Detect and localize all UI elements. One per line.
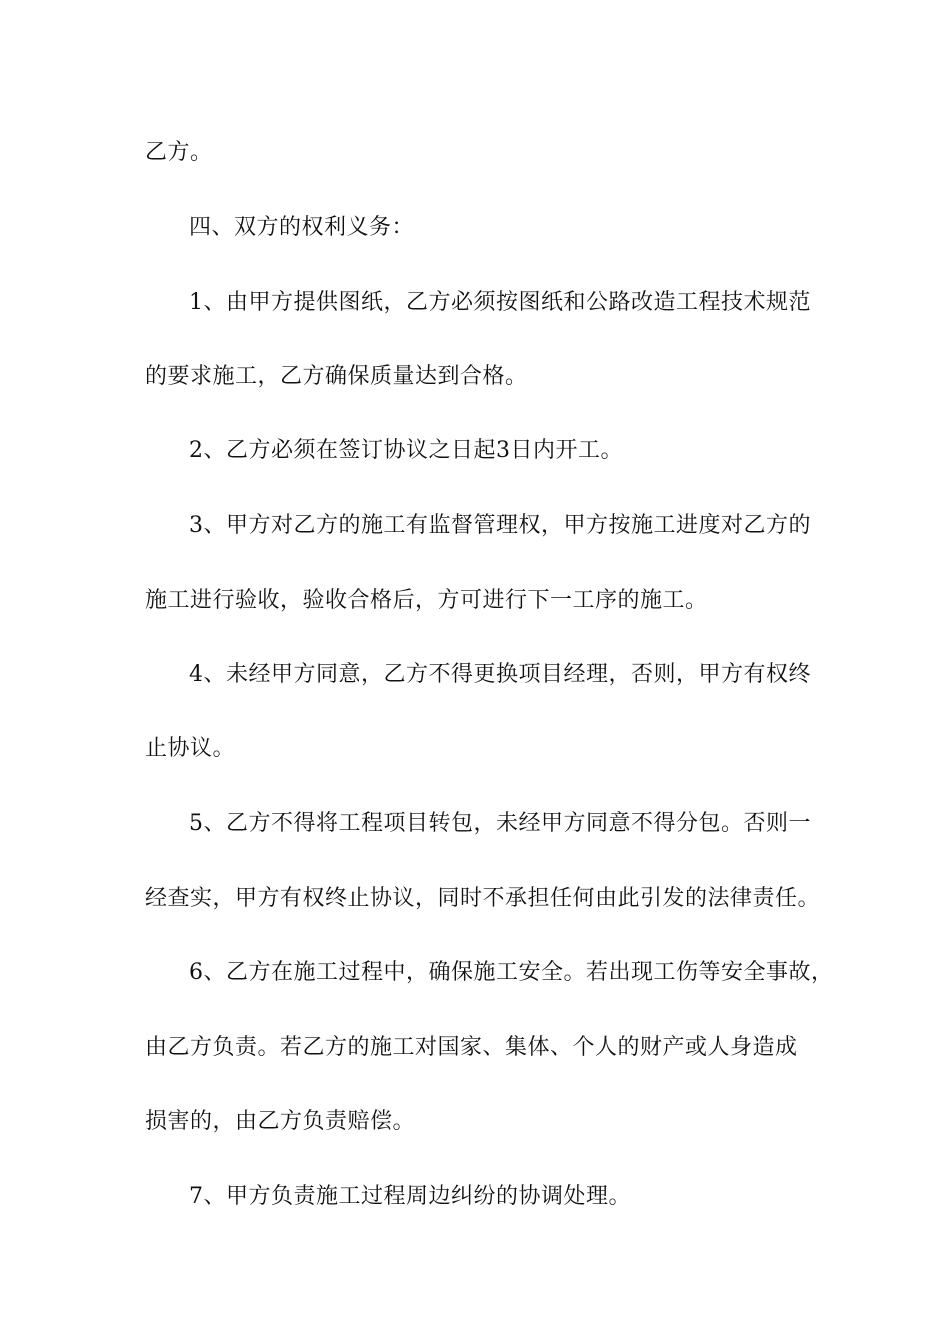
paragraph-line: 止协议。 bbox=[145, 736, 236, 761]
paragraph-line: 7、甲方负责施工过程周边纠纷的协调处理。 bbox=[189, 1184, 631, 1209]
section-heading: 四、双方的权利义务： bbox=[189, 215, 415, 240]
paragraph-line: 施工进行验收，验收合格后，方可进行下一工序的施工。 bbox=[145, 588, 708, 613]
paragraph-line: 3、甲方对乙方的施工有监督管理权，甲方按施工进度对乙方的 bbox=[189, 513, 811, 538]
paragraph-line: 的要求施工，乙方确保质量达到合格。 bbox=[145, 364, 528, 389]
paragraph-line: 1、由甲方提供图纸，乙方必须按图纸和公路改造工程技术规范 bbox=[189, 290, 811, 315]
paragraph-line: 4、未经甲方同意，乙方不得更换项目经理，否则，甲方有权终 bbox=[189, 662, 811, 687]
paragraph-line: 2、乙方必须在签订协议之日起3日内开工。 bbox=[189, 438, 623, 463]
paragraph-line: 损害的，由乙方负责赔偿。 bbox=[145, 1109, 416, 1134]
paragraph-line: 由乙方负责。若乙方的施工对国家、集体、个人的财产或人身造成 bbox=[145, 1035, 798, 1060]
paragraph-line: 6、乙方在施工过程中，确保施工安全。若出现工伤等安全事故， bbox=[189, 960, 834, 985]
paragraph-line: 5、乙方不得将工程项目转包，未经甲方同意不得分包。否则一 bbox=[189, 811, 811, 836]
paragraph-line: 乙方。 bbox=[145, 140, 213, 165]
paragraph-line: 经查实，甲方有权终止协议，同时不承担任何由此引发的法律责任。 bbox=[145, 886, 821, 911]
